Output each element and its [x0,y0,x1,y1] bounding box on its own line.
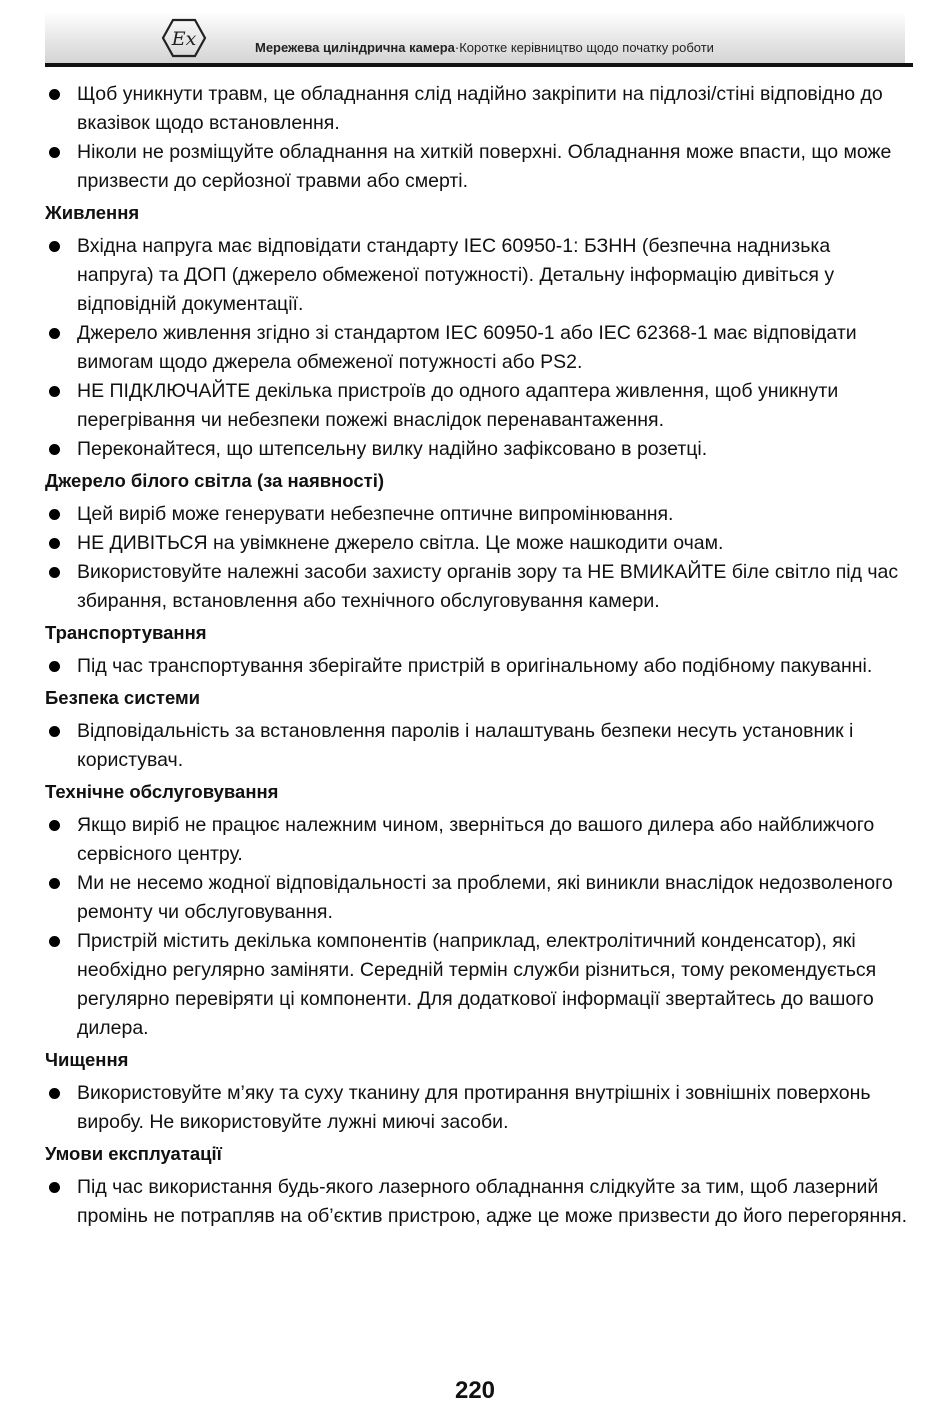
section-heading: Живлення [45,202,140,223]
bullet-icon [49,89,60,100]
list-item-text: Джерело живлення згідно зі стандартом IEC 60950-1 або IEC 62368-1 має відповідати вимогам щодо джерела обмеженої потужності або PS2. [77,322,857,373]
list-item [45,869,910,927]
list-item [45,558,910,616]
bullet-icon [49,241,60,252]
list-item-text: НЕ ДИВІТЬСЯ на увімкнене джерело світла. Це може нашкодити очам. [77,532,724,554]
document-title [255,40,714,55]
header-divider [45,63,913,67]
list-item-text: Під час використання будь-якого лазерного обладнання слідкуйте за тим, щоб лазерний промінь не потрапляв на об’єктив пристрою, адже це може призвести до його перегоряння. [77,1176,907,1227]
bullet-icon [49,567,60,578]
list-item [45,1079,910,1137]
section-heading: Технічне обслуговування [45,781,279,802]
ex-explosion-proof-icon [161,18,207,58]
list-item-text: Використовуйте належні засоби захисту органів зору та НЕ ВМИКАЙТЕ біле світло під час збирання, встановлення або технічного обслуговування камери. [77,561,899,612]
ex-logo-text: Ex [171,28,197,50]
list-item [45,1173,910,1231]
list-item [45,232,910,319]
bullet-icon [49,661,60,672]
list-item-text: НЕ ПІДКЛЮЧАЙТЕ декілька пристроїв до одного адаптера живлення, щоб уникнути перегрівання чи небезпеки пожежі внаслідок перенавантаження. [77,380,839,431]
section-heading: Чищення [45,1049,129,1070]
bullet-icon [49,147,60,158]
bullet-icon [49,820,60,831]
document-body [45,80,910,1231]
list-item [45,500,910,529]
section-heading: Умови експлуатації [45,1143,222,1164]
bullet-icon [49,878,60,889]
section-heading: Безпека системи [45,687,201,708]
document-title-product: Мережева циліндрична камера [255,40,455,55]
list-item [45,717,910,775]
list-item-text: Цей виріб може генерувати небезпечне оптичне випромінювання. [77,503,674,525]
list-item-text: Використовуйте м’яку та суху тканину для протирання внутрішніх і зовнішніх поверхонь виробу. Не використовуйте лужні миючі засоби. [77,1082,871,1133]
bullet-icon [49,1182,60,1193]
list-item-text: Ми не несемо жодної відповідальності за проблеми, які виникли внаслідок недозволеного ремонту чи обслуговування. [77,872,893,923]
page-number: 220 [454,1377,496,1404]
bullet-icon [49,1088,60,1099]
list-item [45,435,910,464]
list-item-text: Щоб уникнути травм, це обладнання слід надійно закріпити на підлозі/стіні відповідно до вказівок щодо встановлення. [77,83,883,134]
bullet-icon [49,328,60,339]
bullet-icon [49,936,60,947]
list-item-text: Відповідальність за встановлення паролів і налаштувань безпеки несуть установник і користувач. [77,720,854,771]
list-item-text: Переконайтеся, що штепсельну вилку надійно зафіксовано в розетці. [77,438,708,460]
list-item [45,138,910,196]
list-item [45,927,910,1043]
list-item [45,80,910,138]
list-item [45,529,910,558]
list-item [45,652,910,681]
document-title-guide: ·Коротке керівництво щодо початку роботи [454,40,714,55]
bullet-icon [49,726,60,737]
bullet-icon [49,509,60,520]
list-item [45,811,910,869]
list-item-text: Вхідна напруга має відповідати стандарту IEC 60950-1: БЗНН (безпечна наднизька напруга) та ДОП (джерело обмеженої потужності). Детальну інформацію дивіться у відповідній документації. [77,235,835,315]
section-heading: Транспортування [45,622,207,643]
section-heading: Джерело білого світла (за наявності) [45,470,385,491]
list-item-text: Ніколи не розміщуйте обладнання на хиткій поверхні. Обладнання може впасти, що може призвести до серйозної травми або смерті. [77,141,892,192]
list-item [45,377,910,435]
bullet-icon [49,386,60,397]
list-item-text: Пристрій містить декілька компонентів (наприклад, електролітичний конденсатор), які необхідно регулярно заміняти. Середній термін служби різниться, тому рекомендується регулярно перевіряти ці компоненти. Для додаткової інформації звертайтесь до вашого дилера. [77,930,877,1039]
list-item-text: Під час транспортування зберігайте пристрій в оригінальному або подібному пакуванні. [77,655,873,677]
bullet-icon [49,444,60,455]
list-item [45,319,910,377]
bullet-icon [49,538,60,549]
list-item-text: Якщо виріб не працює належним чином, зверніться до вашого дилера або найближчого сервісного центру. [77,814,875,865]
